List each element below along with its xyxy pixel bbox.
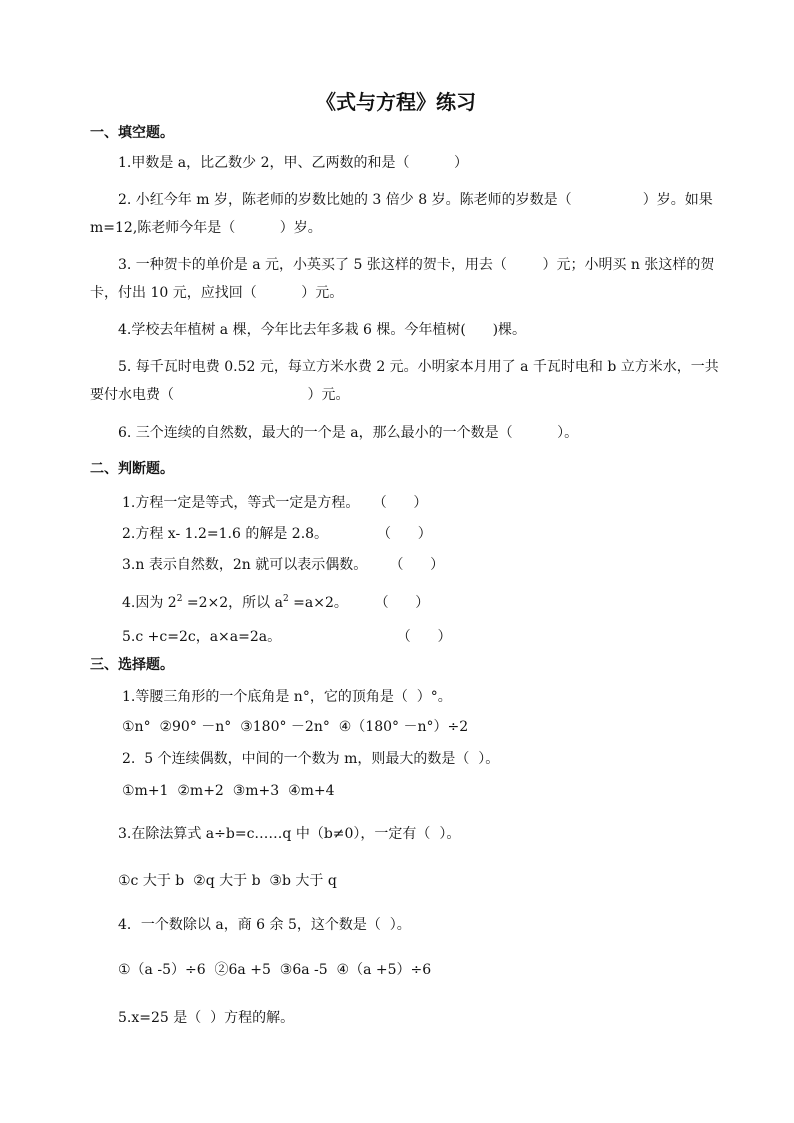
choice-question-2: 2. 5 个连续偶数，中间的一个数为 m，则最大的数是（ ）。 bbox=[122, 751, 500, 767]
fill-question-6: 6. 三个连续的自然数，最大的一个是 a，那么最小的一个数是（ ）。 bbox=[118, 425, 579, 441]
judge-question-3: 3.n 表示自然数，2n 就可以表示偶数。 （ ） bbox=[122, 557, 445, 573]
fill-question-4: 4.学校去年植树 a 棵，今年比去年多栽 6 棵。今年植树( )棵。 bbox=[118, 322, 527, 338]
judge-question-2: 2.方程 x- 1.2=1.6 的解是 2.8。 （ ） bbox=[122, 526, 432, 542]
judge-q4-part-1: 4.因为 2 bbox=[122, 595, 177, 611]
choice-question-3-options: ①c 大于 b ②q 大于 b ③b 大于 q bbox=[118, 873, 337, 889]
choice-question-1-options: ①n° ②90° －n° ③180° －2n° ④（180° －n°）÷2 bbox=[122, 719, 469, 735]
judge-q4-superscript-1: 2 bbox=[176, 594, 183, 604]
judge-question-5: 5.c +c=2c，a×a=2a。 （ ） bbox=[122, 629, 452, 645]
fill-question-3-line-1: 3. 一种贺卡的单价是 a 元，小英买了 5 张这样的贺卡，用去（ ）元；小明买 n 张这样的贺 bbox=[118, 257, 715, 273]
choice-question-3: 3.在除法算式 a÷b=c……q 中（b≠0），一定有（ ）。 bbox=[118, 826, 461, 842]
judge-q4-part-2: =2×2，所以 a bbox=[182, 595, 283, 611]
choice-question-4: 4．一个数除以 a，商 6 余 5，这个数是（ ）。 bbox=[118, 917, 411, 933]
choice-question-1: 1.等腰三角形的一个底角是 n°，它的顶角是（ ）°。 bbox=[122, 689, 452, 705]
fill-question-1: 1.甲数是 a，比乙数少 2，甲、乙两数的和是（ ） bbox=[118, 155, 469, 171]
choice-question-2-options: ①m+1 ②m+2 ③m+3 ④m+4 bbox=[122, 783, 335, 799]
section-heading-fill-in: 一、填空题。 bbox=[90, 125, 174, 141]
section-heading-multiple-choice: 三、选择题。 bbox=[90, 657, 174, 673]
judge-q4-part-3: =a×2。 （ ） bbox=[288, 595, 430, 611]
fill-question-2-line-2: m=12,陈老师今年是（ ）岁。 bbox=[90, 220, 322, 236]
page-title: 《式与方程》练习 bbox=[316, 90, 476, 114]
section-heading-true-false: 二、判断题。 bbox=[90, 461, 174, 477]
choice-question-5: 5.x=25 是（ ）方程的解。 bbox=[118, 1010, 295, 1026]
fill-question-5-line-1: 5. 每千瓦时电费 0.52 元，每立方米水费 2 元。小明家本月用了 a 千瓦时电和 b 立方米水，一共 bbox=[118, 359, 719, 375]
judge-q4-superscript-2: 2 bbox=[282, 594, 289, 604]
choice-question-4-options: ①（a -5）÷6 ②6a +5 ③6a -5 ④（a +5）÷6 bbox=[118, 962, 432, 978]
judge-question-1: 1.方程一定是等式，等式一定是方程。 （ ） bbox=[122, 495, 428, 511]
fill-question-3-line-2: 卡，付出 10 元，应找回（ ）元。 bbox=[90, 285, 344, 301]
fill-question-2-line-1: 2. 小红今年 m 岁，陈老师的岁数比她的 3 倍少 8 岁。陈老师的岁数是（ ）岁。如果 bbox=[118, 192, 713, 208]
fill-question-5-line-2: 要付水电费（ ）元。 bbox=[90, 387, 350, 403]
judge-question-4 bbox=[122, 594, 429, 612]
